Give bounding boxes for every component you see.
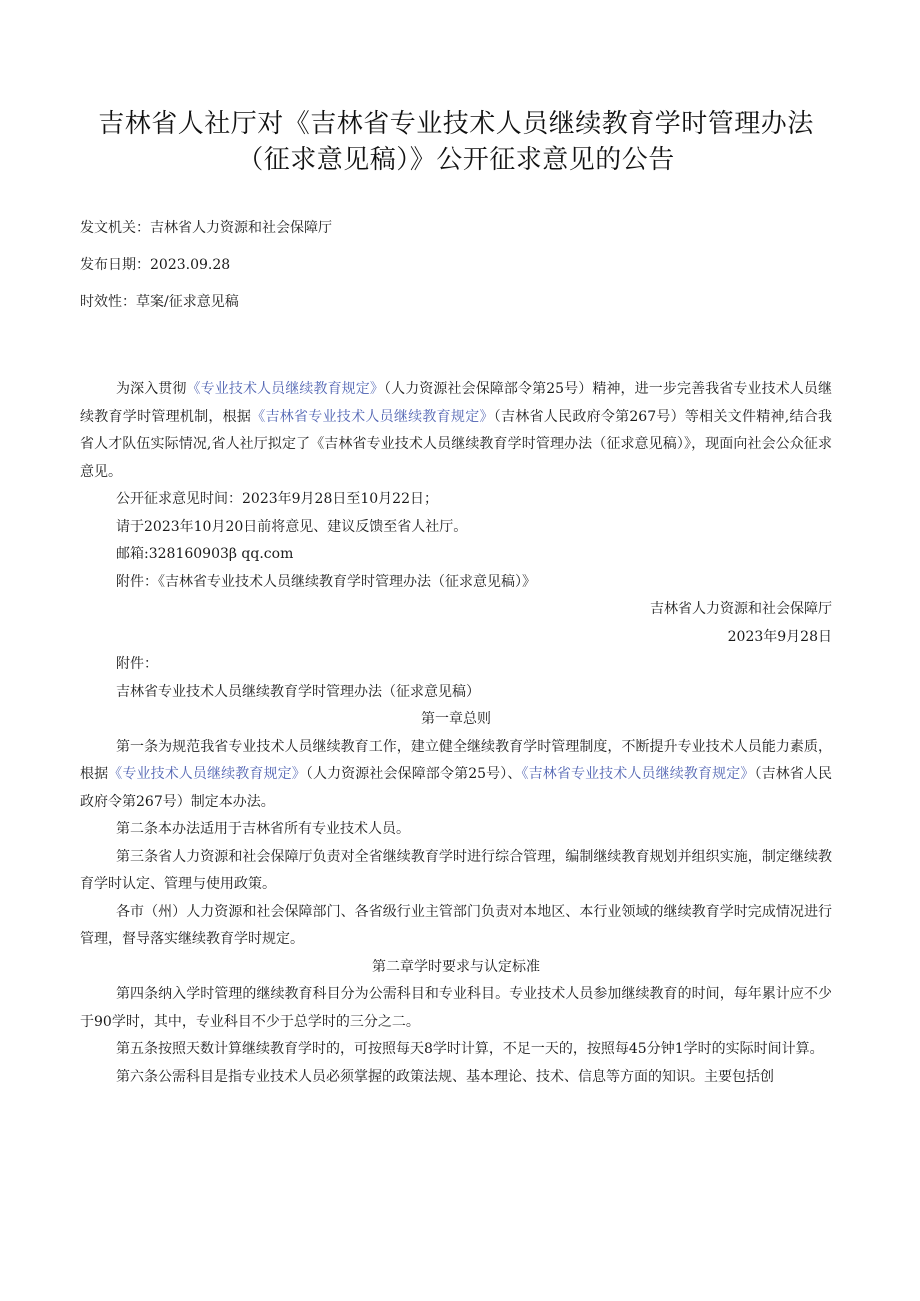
article-1 [80,734,832,817]
article-3: 第三条省人力资源和社会保障厅负责对全省继续教育学时进行综合管理，编制继续教育规划并组织实施，制定继续教育学时认定、管理与使用政策。 [80,848,832,892]
validity-label: 时效性： [80,294,136,310]
article-6: 第六条公需科目是指专业技术人员必须掌握的政策法规、基本理论、技术、信息等方面的知识。主要包括创 [116,1068,774,1085]
document-body [80,376,832,1091]
article-3-paragraph-2: 各市（州）人力资源和社会保障部门、各省级行业主管部门负责对本地区、本行业领域的继续教育学时完成情况进行管理，督导落实继续教育学时规定。 [80,903,832,947]
validity-line [80,292,832,312]
issuer-value: 吉林省人力资源和社会保障厅 [150,220,332,236]
issuer-label: 发文机关： [80,220,150,236]
article-2: 第二条本办法适用于吉林省所有专业技术人员。 [116,821,410,837]
publish-date-line [80,255,832,275]
link-regulation-national[interactable]: 《专业技术人员继续教育规定》 [186,381,384,397]
comment-period: 公开征求意见时间：2023年9月28日至10月22日； [116,491,438,507]
annex-title: 吉林省专业技术人员继续教育学时管理办法（征求意见稿） [116,683,480,700]
feedback-deadline: 请于2023年10月20日前将意见、建议反馈至省人社厅。 [116,518,468,535]
annex-label: 附件： [116,656,158,672]
issuer-line [80,218,832,238]
article-5: 第五条按照天数计算继续教育学时的，可按照每天8学时计算，不足一天的，按照每45分钟1学时的实际时间计算。 [116,1041,824,1057]
intro-paragraph [80,376,832,486]
publish-date-label: 发布日期： [80,257,150,273]
feedback-email: 邮箱:328160903β qq.com [116,546,294,562]
validity-value: 草案/征求意见稿 [136,294,239,310]
signature-org: 吉林省人力资源和社会保障厅 [650,601,832,617]
publish-date-value: 2023.09.28 [150,257,231,273]
document-title: 吉林省人社厅对《吉林省专业技术人员继续教育学时管理办法（征求意见稿）》公开征求意见的公告 [98,109,814,175]
article-1-text-1: 第一条为规范我省专业技术人员继续教育工作，建立健全继续教育学时管理制度，不断提升专业技术人员能力素质，根据 [80,738,832,782]
chapter-1-heading: 第一章总则 [421,711,491,727]
link-article-1-jilin[interactable]: 《吉林省专业技术人员继续教育规定》 [521,766,755,782]
intro-text-2: （人力资源社会保障部令第25号）精神，进一步完善我省专业技术人员继续教育学时管理机制，根据 [80,381,833,425]
link-article-1-national[interactable]: 《专业技术人员继续教育规定》 [108,766,306,782]
article-1-text-3: （吉林省人民政府令第267号）制定本办法。 [80,766,833,810]
intro-text-1: 为深入贯彻 [116,381,187,397]
intro-text-3: （吉林省人民政府令第267号）等相关文件精神,结合我省人才队伍实际情况,省人社厅拟定了《吉林省专业技术人员继续教育学时管理办法（征求意见稿）》，现面向社会公众征求意见。 [80,408,833,480]
signature-date: 2023年9月28日 [727,628,832,645]
chapter-2-heading: 第二章学时要求与认定标准 [372,958,540,975]
attachment-line: 附件：《吉林省专业技术人员继续教育学时管理办法（征求意见稿）》 [116,573,536,590]
article-4: 第四条纳入学时管理的继续教育科目分为公需科目和专业科目。专业技术人员参加继续教育的时间，每年累计应不少于90学时，其中，专业科目不少于总学时的三分之二。 [80,986,832,1030]
link-regulation-jilin[interactable]: 《吉林省专业技术人员继续教育规定》 [251,408,494,425]
document-page [80,0,832,1091]
article-1-text-2: （人力资源社会保障部令第25号）、 [305,766,522,782]
